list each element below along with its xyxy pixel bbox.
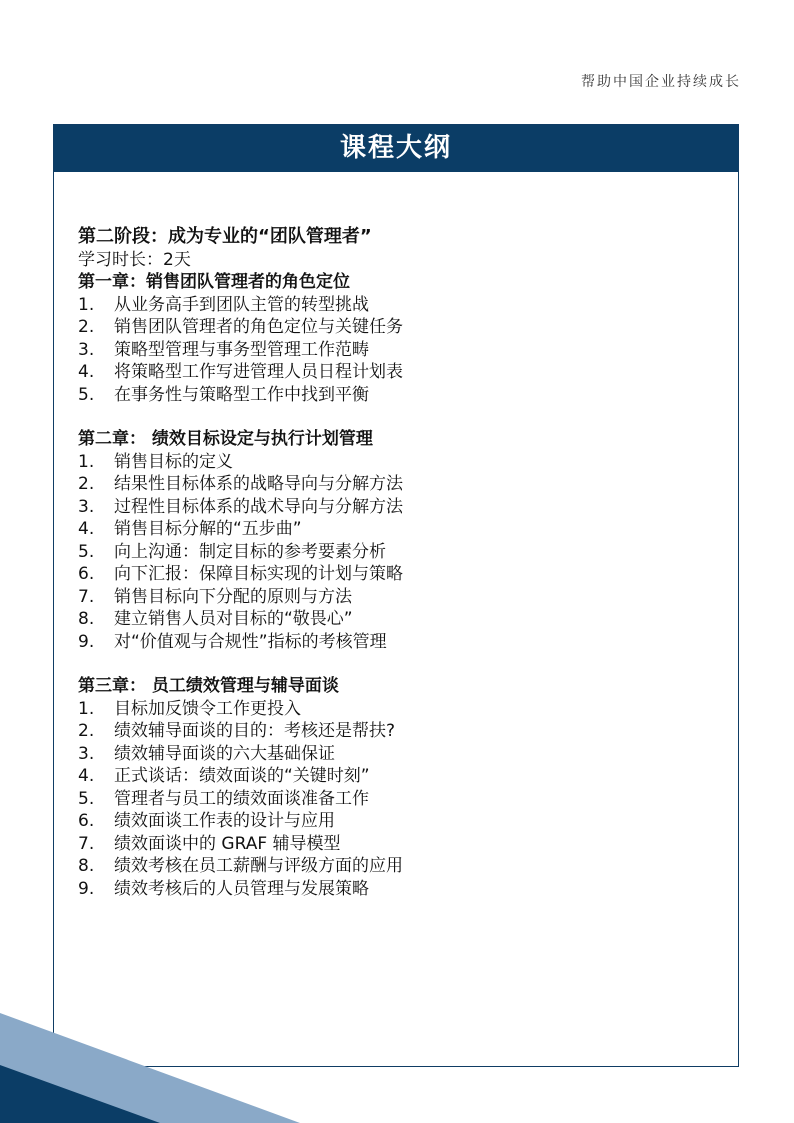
syllabus-frame xyxy=(53,124,739,1067)
item-number: 5. xyxy=(78,788,95,809)
item-number: 9. xyxy=(78,631,95,652)
item-number: 5. xyxy=(78,384,95,405)
item-text: 管理者与员工的绩效面谈准备工作 xyxy=(114,788,369,809)
company-tagline: 帮助中国企业持续成长 xyxy=(581,74,741,90)
chapter-title: 第二章： 绩效目标设定与执行计划管理 xyxy=(78,429,373,449)
item-number: 1. xyxy=(78,451,95,472)
list-item xyxy=(78,608,718,631)
item-number: 2. xyxy=(78,474,95,494)
chapter-section xyxy=(78,675,718,900)
item-number: 1. xyxy=(78,698,95,719)
list-item xyxy=(78,496,718,519)
stage-duration: 学习时长：2天 xyxy=(78,249,191,270)
item-number: 4. xyxy=(78,362,95,382)
list-item xyxy=(78,473,718,496)
item-text: 在事务性与策略型工作中找到平衡 xyxy=(114,384,369,405)
syllabus-content xyxy=(78,226,718,900)
banner-title: 课程大纲 xyxy=(339,133,452,163)
item-text: 正式谈话：绩效面谈的“关键时刻” xyxy=(114,766,370,786)
list-item xyxy=(78,743,718,766)
item-number: 3. xyxy=(78,496,95,517)
chapter-title: 第三章： 员工绩效管理与辅导面谈 xyxy=(78,676,339,696)
list-item xyxy=(78,788,718,811)
list-item xyxy=(78,855,718,878)
chapter-section xyxy=(78,428,718,653)
item-number: 2. xyxy=(78,317,95,337)
list-item xyxy=(78,361,718,384)
list-item xyxy=(78,586,718,609)
list-item xyxy=(78,541,718,564)
item-number: 3. xyxy=(78,743,95,764)
list-item xyxy=(78,878,718,901)
item-text: 结果性目标体系的战略导向与分解方法 xyxy=(114,474,403,494)
item-text: 绩效辅导面谈的六大基础保证 xyxy=(114,743,335,764)
item-number: 8. xyxy=(78,856,95,876)
item-number: 5. xyxy=(78,541,95,562)
list-item xyxy=(78,451,718,474)
item-text: 销售目标的定义 xyxy=(114,451,233,472)
item-number: 7. xyxy=(78,586,95,607)
list-item xyxy=(78,518,718,541)
corner-stripe-dark xyxy=(0,1065,160,1123)
item-text: 对“价值观与合规性”指标的考核管理 xyxy=(114,631,387,652)
list-item xyxy=(78,810,718,833)
item-text: 绩效面谈工作表的设计与应用 xyxy=(114,811,335,831)
item-text: 过程性目标体系的战术导向与分解方法 xyxy=(114,496,403,517)
item-number: 3. xyxy=(78,339,95,360)
item-text: 绩效面谈中的 GRAF 辅导模型 xyxy=(114,833,341,854)
item-number: 1. xyxy=(78,294,95,315)
item-text: 向上沟通：制定目标的参考要素分析 xyxy=(114,541,386,562)
item-text: 策略型管理与事务型管理工作范畴 xyxy=(114,339,369,360)
list-item xyxy=(78,631,718,654)
list-item xyxy=(78,294,718,317)
list-item xyxy=(78,833,718,856)
list-item xyxy=(78,698,718,721)
item-text: 销售团队管理者的角色定位与关键任务 xyxy=(114,317,403,337)
item-text: 绩效考核在员工薪酬与评级方面的应用 xyxy=(114,856,403,876)
item-number: 2. xyxy=(78,721,95,741)
list-item xyxy=(78,384,718,407)
item-text: 销售目标分解的“五步曲” xyxy=(114,519,302,539)
item-number: 8. xyxy=(78,609,95,629)
item-number: 6. xyxy=(78,811,95,831)
item-number: 4. xyxy=(78,766,95,786)
section-spacer xyxy=(78,406,718,428)
list-item xyxy=(78,720,718,743)
chapter-title: 第一章：销售团队管理者的角色定位 xyxy=(78,272,350,292)
item-text: 建立销售人员对目标的“敬畏心” xyxy=(114,609,353,629)
section-spacer xyxy=(78,653,718,675)
item-text: 目标加反馈令工作更投入 xyxy=(114,698,301,719)
item-number: 9. xyxy=(78,878,95,899)
list-item xyxy=(78,765,718,788)
syllabus-banner xyxy=(54,125,738,172)
item-text: 将策略型工作写进管理人员日程计划表 xyxy=(114,362,403,382)
item-text: 从业务高手到团队主管的转型挑战 xyxy=(114,294,369,315)
item-number: 4. xyxy=(78,519,95,539)
list-item xyxy=(78,339,718,362)
list-item xyxy=(78,563,718,586)
item-text: 绩效辅导面谈的目的：考核还是帮扶? xyxy=(114,721,396,741)
item-number: 6. xyxy=(78,564,95,584)
item-number: 7. xyxy=(78,833,95,854)
item-text: 绩效考核后的人员管理与发展策略 xyxy=(114,878,369,899)
stage-title: 第二阶段：成为专业的“团队管理者” xyxy=(78,226,372,247)
chapter-section xyxy=(78,271,718,406)
list-item xyxy=(78,316,718,339)
item-text: 销售目标向下分配的原则与方法 xyxy=(114,586,352,607)
item-text: 向下汇报：保障目标实现的计划与策略 xyxy=(114,564,403,584)
